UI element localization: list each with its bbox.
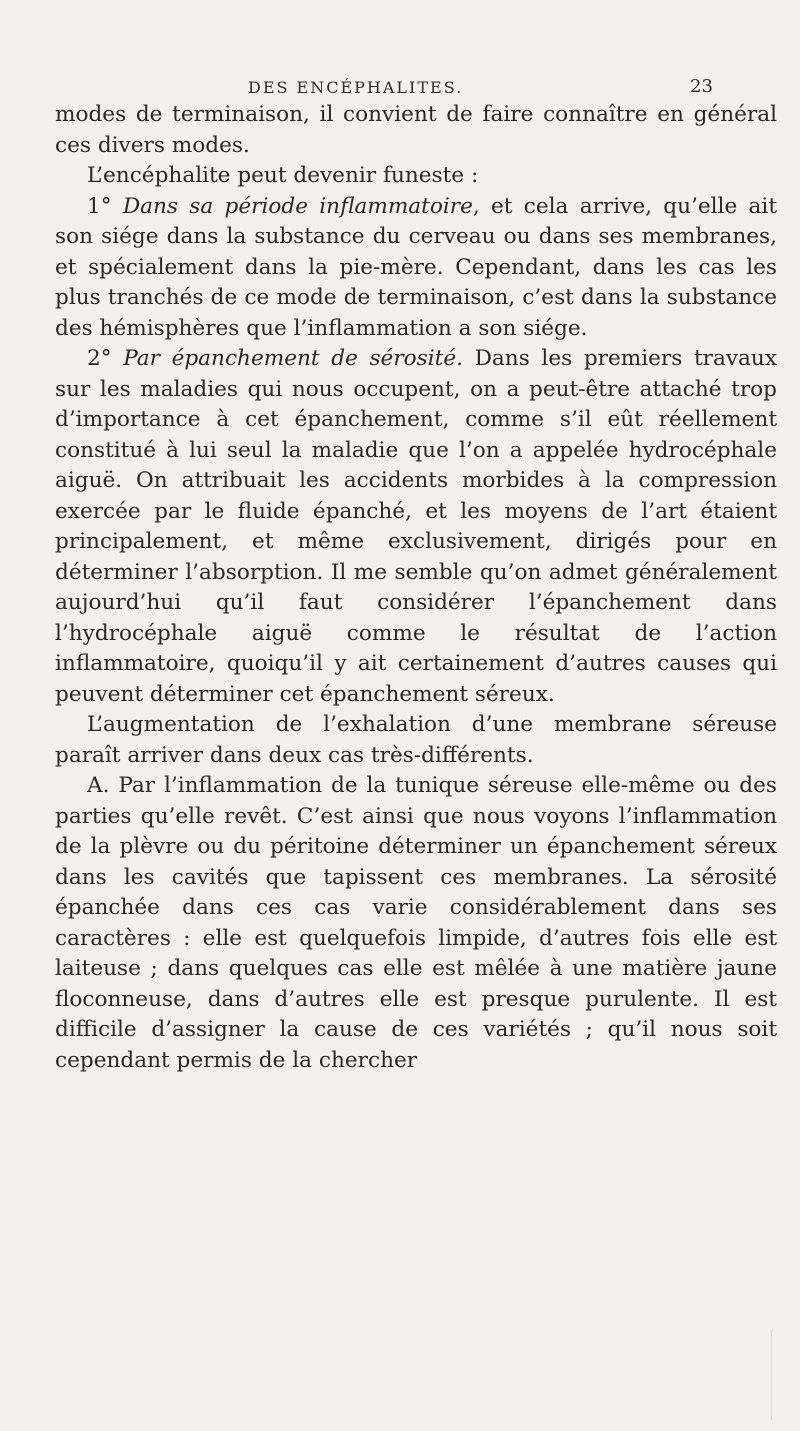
item-heading: Dans sa période inflammatoire bbox=[122, 193, 473, 219]
page-number: 23 bbox=[690, 76, 713, 97]
paragraph bbox=[55, 161, 777, 192]
paragraph bbox=[55, 192, 777, 345]
item-number: 1° bbox=[87, 193, 123, 219]
paragraph bbox=[55, 100, 777, 161]
paragraph-text: L’augmentation de l’exhalation d’une membrane séreuse paraît arriver dans deux cas très-différents. bbox=[55, 712, 777, 768]
page-edge-mark bbox=[771, 1330, 794, 1420]
paragraph bbox=[55, 771, 777, 1076]
paragraph-text: A. Par l’inflammation de la tunique séreuse elle-même ou des parties qu’elle revêt. C’est ainsi que nous voyons l’inflammation de la plèvre ou du péritoine déterminer un épanchement séreux dans les cavités que tapissent ces membranes. La sérosité épanchée dans ces cas varie considérablement dans ses caractères : elle est quelquefois limpide, d’autres fois elle est laiteuse ; dans quelques cas elle est mêlée à une matière jaune floconneuse, dans d’autres elle est presque purulente. Il est difficile d’assigner la cause de ces variétés ; qu’il nous soit cependant permis de la chercher bbox=[55, 773, 777, 1073]
paragraph bbox=[55, 710, 777, 771]
paragraph bbox=[55, 344, 777, 710]
paragraph-text: , et cela arrive, qu’elle ait son siége dans la substance du cerveau ou dans ses membranes, et spécialement dans la pie-mère. Cependant, dans les cas les plus tranchés de ce mode de terminaison, c’est dans la substance des hémisphères que l’inflammation a son siége. bbox=[55, 193, 777, 341]
paragraph-text: Dans les premiers travaux sur les maladies qui nous occupent, on a peut-être attaché trop d’importance à cet épanchement, comme s’il eût réellement constitué à lui seul la maladie que l’on a appelée hydrocéphale aiguë. On attribuait les accidents morbides à la compression exercée par le fluide épanché, et les moyens de l’art étaient principalement, et même exclusivement, dirigés pour en déterminer l’absorption. Il me semble qu’on admet généralement aujourd’hui qu’il faut considérer l’épanchement dans l’hydrocéphale aiguë comme le résultat de l’action inflammatoire, quoiqu’il y ait certainement d’autres causes qui peuvent déterminer cet épanchement séreux. bbox=[55, 346, 777, 707]
paragraph-text: modes de terminaison, il convient de faire connaître en général ces divers modes. bbox=[55, 102, 777, 158]
paragraph-text: L’encéphalite peut devenir funeste : bbox=[87, 163, 479, 188]
item-number: 2° bbox=[87, 346, 124, 371]
item-heading: Par épanchement de sérosité. bbox=[123, 346, 463, 371]
running-title: DES ENCÉPHALITES. bbox=[248, 78, 464, 97]
body-text bbox=[55, 100, 777, 1076]
